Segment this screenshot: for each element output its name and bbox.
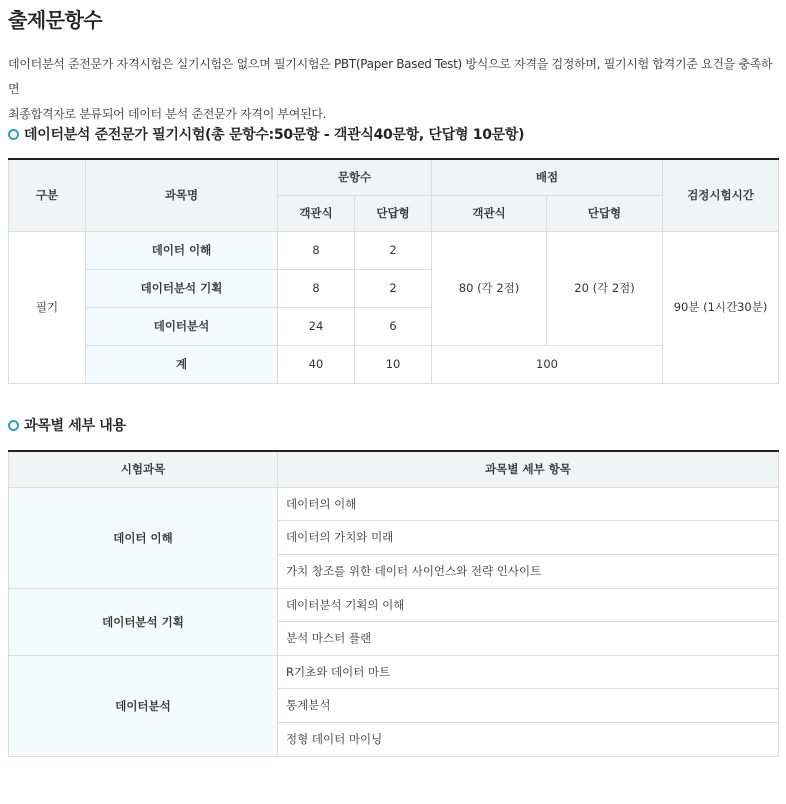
table-row <box>9 487 779 520</box>
mc-count: 8 <box>278 269 355 307</box>
table-row <box>9 231 779 269</box>
header-points: 배점 <box>432 159 663 195</box>
section-title-text: 데이터분석 준전문가 필기시험(총 문항수:50문항 - 객관식40문항, 단답형 10문항) <box>24 127 525 143</box>
sa-count: 2 <box>355 269 432 307</box>
header-subject: 과목명 <box>86 159 278 231</box>
detail-item: 데이터의 이해 <box>278 487 779 520</box>
mc-count: 24 <box>278 307 355 345</box>
table-row <box>9 655 779 688</box>
section-title-details <box>8 415 126 435</box>
subject-name: 데이터 이해 <box>86 231 278 269</box>
section-title-text: 과목별 세부 내용 <box>24 418 126 434</box>
intro-paragraph <box>8 52 778 127</box>
intro-line: 최종합격자로 분류되어 데이터 분석 준전문가 자격이 부여된다. <box>8 107 327 121</box>
header-questions: 문항수 <box>278 159 432 195</box>
points-mc-value: 80 (각 2점) <box>432 231 547 345</box>
header-category: 구분 <box>9 159 86 231</box>
header-points-sa: 단답형 <box>547 195 663 231</box>
detail-item: 가치 창조를 위한 데이터 사이언스와 전략 인사이트 <box>278 554 779 588</box>
exam-time-value: 90분 (1시간30분) <box>663 231 779 383</box>
points-sa-value: 20 (각 2점) <box>547 231 663 345</box>
exam-subject: 데이터분석 기획 <box>9 588 278 655</box>
detail-item: 통계분석 <box>278 688 779 722</box>
circle-bullet-icon <box>8 129 19 140</box>
total-label: 계 <box>86 345 278 383</box>
detail-item: 정형 데이터 마이닝 <box>278 722 779 756</box>
subject-detail-table <box>8 450 779 757</box>
header-exam-subject: 시험과목 <box>9 451 278 487</box>
question-count-table <box>8 158 779 384</box>
header-points-mc: 객관식 <box>432 195 547 231</box>
header-exam-time: 검정시험시간 <box>663 159 779 231</box>
category-value: 필기 <box>9 231 86 383</box>
circle-bullet-icon <box>8 420 19 431</box>
total-points: 100 <box>432 345 663 383</box>
mc-count: 8 <box>278 231 355 269</box>
detail-item: 분석 마스터 플랜 <box>278 621 779 655</box>
section-title-exam <box>8 124 524 144</box>
detail-item: R기초와 데이터 마트 <box>278 655 779 688</box>
page-title: 출제문항수 <box>8 8 103 32</box>
sa-count: 2 <box>355 231 432 269</box>
header-questions-sa: 단답형 <box>355 195 432 231</box>
total-mc: 40 <box>278 345 355 383</box>
detail-item: 데이터분석 기획의 이해 <box>278 588 779 621</box>
table-row <box>9 588 779 621</box>
total-sa: 10 <box>355 345 432 383</box>
intro-line: 데이터분석 준전문가 자격시험은 실기시험은 없으며 필기시험은 PBT(Paper Based Test) 방식으로 자격을 검정하며, 필기시험 합격기준 요건을 충족하면 <box>8 57 773 96</box>
subject-name: 데이터분석 <box>86 307 278 345</box>
detail-item: 데이터의 가치와 미래 <box>278 520 779 554</box>
subject-name: 데이터분석 기획 <box>86 269 278 307</box>
sa-count: 6 <box>355 307 432 345</box>
header-questions-mc: 객관식 <box>278 195 355 231</box>
exam-subject: 데이터분석 <box>9 655 278 756</box>
header-detail-items: 과목별 세부 항목 <box>278 451 779 487</box>
exam-subject: 데이터 이해 <box>9 487 278 588</box>
